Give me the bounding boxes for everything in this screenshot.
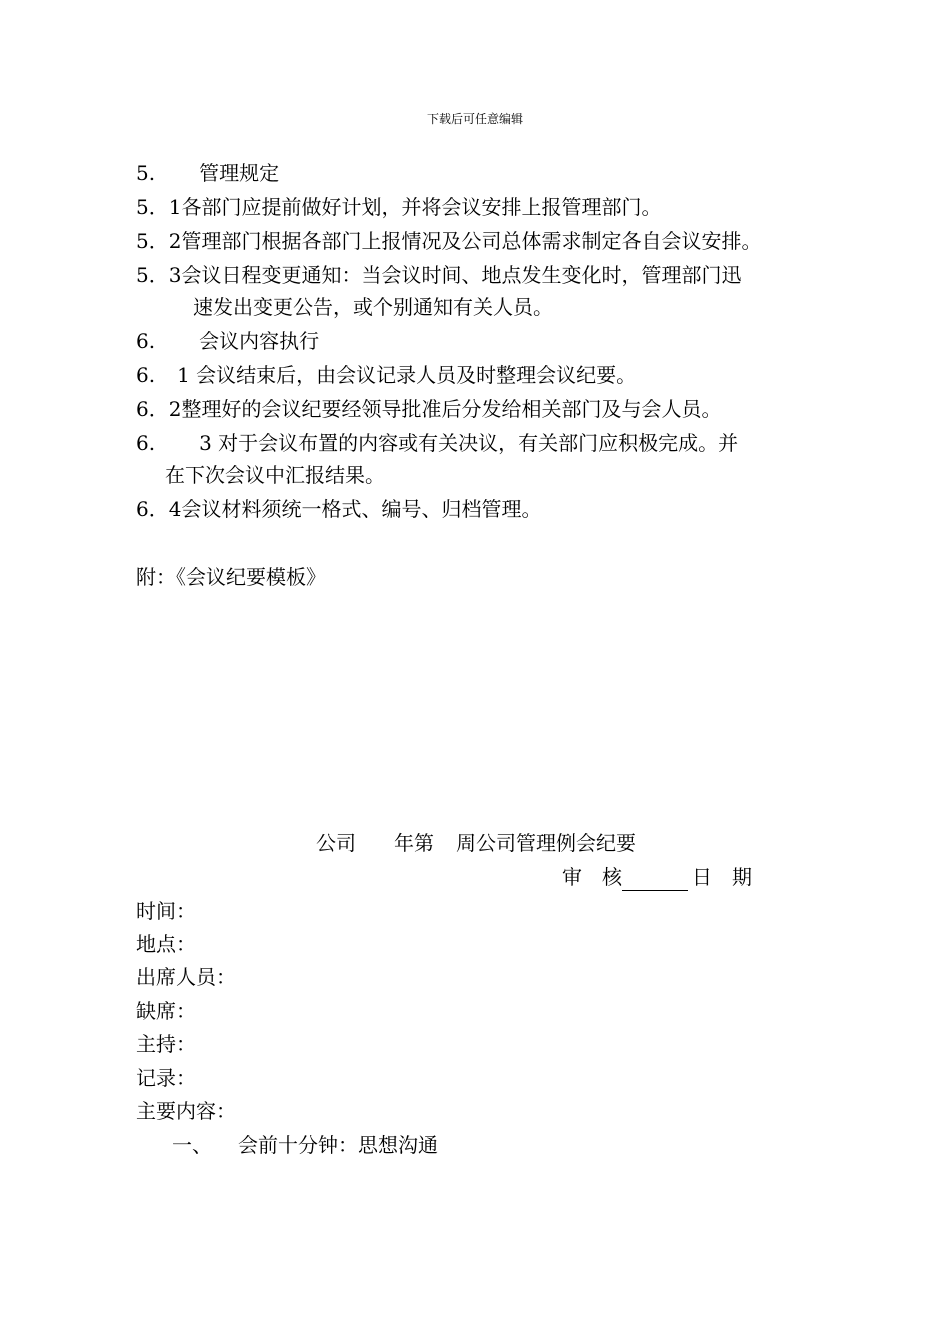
- item-6-4: [136, 495, 541, 523]
- item-number: 6.: [136, 329, 156, 353]
- title-year: 年第: [394, 831, 434, 855]
- title-rest: 周公司管理例会纪要: [456, 831, 636, 855]
- item-6-1: [136, 361, 636, 389]
- field-location: 地点：: [136, 932, 196, 956]
- item-6-2: [136, 395, 721, 423]
- item-number: 6.: [136, 363, 156, 387]
- section-heading-5: [136, 159, 279, 187]
- item-text: 会议日程变更通知：当会议时间、地点发生变化时，管理部门迅: [181, 263, 742, 287]
- template-title: [316, 829, 636, 857]
- date-label: 日 期: [692, 865, 752, 889]
- item-text: 1 会议结束后，由会议记录人员及时整理会议纪要。: [177, 363, 637, 387]
- item-number: 5．1: [136, 195, 182, 219]
- item-5-1: [136, 193, 661, 221]
- item-text: 会议材料须统一格式、编号、归档管理。: [181, 497, 542, 521]
- item-text: 3 对于会议布置的内容或有关决议，有关部门应积极完成。并: [199, 431, 739, 455]
- field-time: 时间：: [136, 899, 196, 923]
- review-line: [562, 863, 752, 891]
- item-6-3-continuation: [165, 461, 385, 489]
- item-5-2: [136, 227, 761, 255]
- item-text: 管理部门根据各部门上报情况及公司总体需求制定各自会议安排。: [181, 229, 762, 253]
- section-text: 会前十分钟：思想沟通: [238, 1133, 438, 1157]
- item-text: 整理好的会议纪要经领导批准后分发给相关部门及与会人员。: [181, 397, 722, 421]
- section-number: 一、: [172, 1133, 212, 1157]
- item-text: 速发出变更公告，或个别通知有关人员。: [193, 295, 553, 319]
- item-text: 在下次会议中汇报结果。: [165, 463, 385, 487]
- review-blank: [622, 868, 688, 891]
- field-attendees: 出席人员：: [136, 965, 236, 989]
- item-text: 各部门应提前做好计划，并将会议安排上报管理部门。: [181, 195, 662, 219]
- section-one: [172, 1131, 438, 1159]
- field-host: 主持：: [136, 1032, 196, 1056]
- item-5-3-continuation: [193, 293, 553, 321]
- item-number: 5．3: [136, 263, 182, 287]
- item-number: 6．2: [136, 397, 182, 421]
- section-heading-6: [136, 327, 319, 355]
- item-number: 6．4: [136, 497, 182, 521]
- field-absent: 缺席：: [136, 999, 196, 1023]
- page-header: 下载后可任意编辑: [426, 112, 523, 126]
- item-5-3: [136, 261, 741, 289]
- field-recorder: 记录：: [136, 1066, 196, 1090]
- item-6-3: [136, 429, 738, 457]
- attachment-note: 附：《会议纪要模板》: [136, 565, 326, 589]
- item-number: 5.: [136, 161, 156, 185]
- item-text: 会议内容执行: [199, 329, 320, 353]
- item-text: 管理规定: [199, 161, 280, 185]
- item-number: 6.: [136, 431, 156, 455]
- item-number: 5．2: [136, 229, 182, 253]
- title-company: 公司: [316, 831, 356, 855]
- field-main-content: 主要内容：: [136, 1099, 236, 1123]
- review-label: 审 核: [562, 865, 622, 889]
